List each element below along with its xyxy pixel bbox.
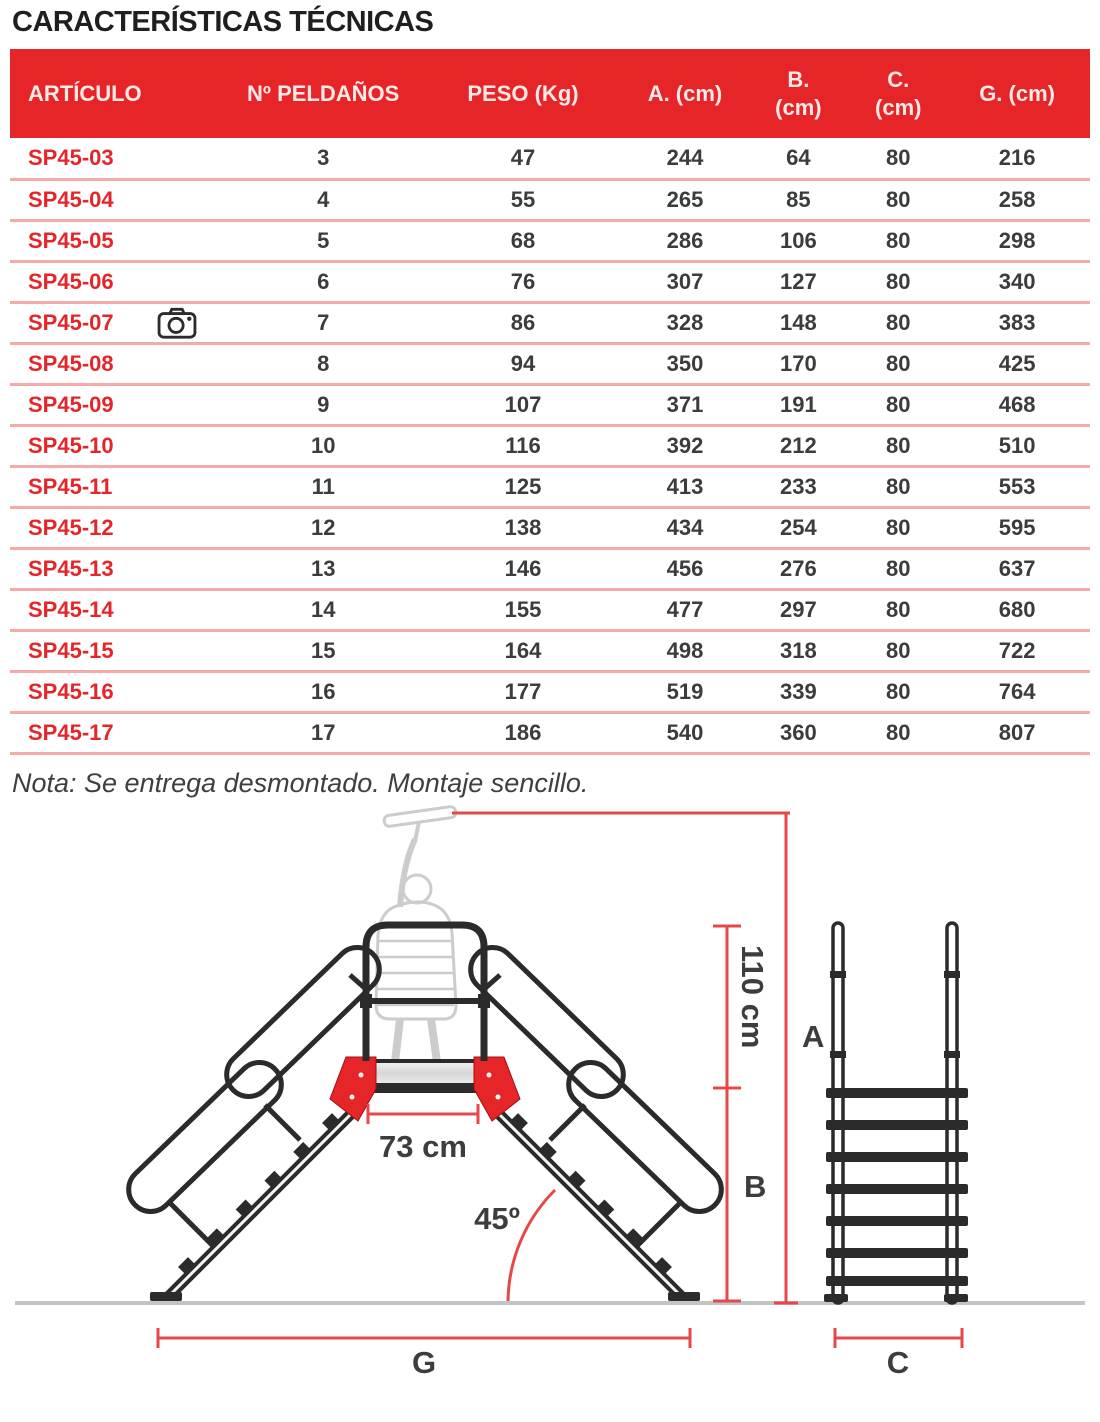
cell-c: 80 (852, 589, 944, 630)
cell-a: 413 (626, 466, 745, 507)
cell-c: 80 (852, 302, 944, 343)
side-view-ladder (824, 923, 968, 1303)
cell-b: 148 (744, 302, 852, 343)
cell-b: 170 (744, 343, 852, 384)
dimension-height-upper (713, 926, 770, 1088)
platform (330, 1057, 520, 1121)
cell-peldanos: 13 (226, 548, 420, 589)
cell-peldanos: 17 (226, 712, 420, 753)
person-silhouette (376, 806, 456, 1062)
cell-c: 80 (852, 671, 944, 712)
cell-g: 425 (944, 343, 1090, 384)
cell-c: 80 (852, 548, 944, 589)
table-row (10, 179, 1090, 220)
cell-g: 216 (944, 138, 1090, 179)
dimension-c (835, 1328, 962, 1377)
cell-peso: 138 (420, 507, 625, 548)
cell-peldanos: 6 (226, 261, 420, 302)
cell-b: 360 (744, 712, 852, 753)
cell-a: 265 (626, 179, 745, 220)
table-row (10, 712, 1090, 753)
cell-b: 64 (744, 138, 852, 179)
cell-g: 637 (944, 548, 1090, 589)
article-code: SP45-10 (28, 432, 114, 458)
cell-peso: 177 (420, 671, 625, 712)
column-header: B. (cm) (744, 49, 852, 138)
table-row (10, 466, 1090, 507)
cell-peldanos: 5 (226, 220, 420, 261)
cell-articulo (10, 712, 226, 753)
cell-b: 191 (744, 384, 852, 425)
column-header: G. (cm) (944, 49, 1090, 138)
table-row (10, 220, 1090, 261)
cell-g: 298 (944, 220, 1090, 261)
cell-g: 553 (944, 466, 1090, 507)
cell-g: 468 (944, 384, 1090, 425)
cell-articulo (10, 261, 226, 302)
table-row (10, 343, 1090, 384)
article-code: SP45-11 (28, 473, 113, 499)
side-right-rail (947, 923, 957, 1303)
cell-peldanos: 15 (226, 630, 420, 671)
spec-table (10, 49, 1090, 755)
label-dim-a: A (802, 1018, 825, 1054)
article-code: SP45-04 (28, 186, 114, 212)
cell-c: 80 (852, 712, 944, 753)
cell-c: 80 (852, 630, 944, 671)
column-header: ARTÍCULO (10, 49, 226, 138)
cell-g: 510 (944, 425, 1090, 466)
article-code: SP45-06 (28, 268, 114, 294)
cell-peldanos: 8 (226, 343, 420, 384)
cell-articulo (10, 548, 226, 589)
page-title: CARACTERÍSTICAS TÉCNICAS (12, 6, 434, 38)
cell-articulo (10, 589, 226, 630)
cell-b: 85 (744, 179, 852, 220)
cell-g: 722 (944, 630, 1090, 671)
cell-g: 764 (944, 671, 1090, 712)
label-dim-c: C (886, 1344, 910, 1377)
cell-c: 80 (852, 507, 944, 548)
header-row (10, 49, 1090, 138)
cell-peldanos: 16 (226, 671, 420, 712)
article-code: SP45-15 (28, 637, 114, 663)
platform-deck (374, 1061, 476, 1085)
cell-c: 80 (852, 220, 944, 261)
article-code: SP45-07 (28, 309, 114, 335)
cell-a: 307 (626, 261, 745, 302)
label-dim-b: B (744, 1168, 767, 1204)
article-code: SP45-08 (28, 350, 114, 376)
cell-articulo (10, 302, 226, 343)
right-foot (668, 1292, 700, 1301)
cell-b: 254 (744, 507, 852, 548)
cell-a: 371 (626, 384, 745, 425)
cell-b: 339 (744, 671, 852, 712)
cell-g: 807 (944, 712, 1090, 753)
cell-peso: 155 (420, 589, 625, 630)
note-text: Nota: Se entrega desmontado. Montaje sencillo. (12, 767, 589, 798)
cell-articulo (10, 507, 226, 548)
table-row (10, 302, 1090, 343)
cell-a: 456 (626, 548, 745, 589)
cell-a: 540 (626, 712, 745, 753)
cell-articulo (10, 425, 226, 466)
top-guardrail-cage (360, 925, 490, 1061)
cell-peldanos: 10 (226, 425, 420, 466)
column-header: C. (cm) (852, 49, 944, 138)
label-height-upper: 110 cm (735, 944, 770, 1048)
article-code: SP45-13 (28, 555, 114, 581)
cell-g: 383 (944, 302, 1090, 343)
angle-annotation (474, 1190, 555, 1301)
cell-a: 286 (626, 220, 745, 261)
label-angle: 45º (474, 1200, 520, 1236)
cell-a: 392 (626, 425, 745, 466)
cell-b: 318 (744, 630, 852, 671)
cell-a: 434 (626, 507, 745, 548)
cell-peso: 107 (420, 384, 625, 425)
cell-g: 258 (944, 179, 1090, 220)
label-platform-width: 73 cm (379, 1128, 467, 1164)
cell-c: 80 (852, 466, 944, 507)
article-code: SP45-09 (28, 391, 114, 417)
table-body (10, 138, 1090, 753)
column-header: A. (cm) (626, 49, 745, 138)
cell-peldanos: 14 (226, 589, 420, 630)
cell-peso: 86 (420, 302, 625, 343)
article-code: SP45-17 (28, 719, 114, 745)
column-header: PESO (Kg) (420, 49, 625, 138)
table-row (10, 671, 1090, 712)
cell-articulo (10, 384, 226, 425)
cell-articulo (10, 671, 226, 712)
cell-a: 328 (626, 302, 745, 343)
cell-b: 297 (744, 589, 852, 630)
left-foot (150, 1292, 182, 1301)
cell-b: 106 (744, 220, 852, 261)
cell-peso: 186 (420, 712, 625, 753)
cell-a: 519 (626, 671, 745, 712)
cell-a: 477 (626, 589, 745, 630)
cell-b: 276 (744, 548, 852, 589)
cell-a: 244 (626, 138, 745, 179)
cell-c: 80 (852, 343, 944, 384)
cell-c: 80 (852, 425, 944, 466)
dimension-platform-width (368, 1104, 478, 1164)
spec-sheet (0, 6, 1100, 1377)
cell-articulo (10, 138, 226, 179)
cell-a: 498 (626, 630, 745, 671)
cell-a: 350 (626, 343, 745, 384)
cell-peso: 68 (420, 220, 625, 261)
right-red-connector (474, 1057, 520, 1121)
article-code: SP45-14 (28, 596, 114, 622)
article-code: SP45-16 (28, 678, 114, 704)
side-left-rail (833, 923, 843, 1303)
cell-g: 340 (944, 261, 1090, 302)
cell-peldanos: 4 (226, 179, 420, 220)
cell-b: 127 (744, 261, 852, 302)
cell-peso: 116 (420, 425, 625, 466)
label-dim-g: G (411, 1344, 437, 1377)
cell-b: 233 (744, 466, 852, 507)
cell-c: 80 (852, 384, 944, 425)
cell-c: 80 (852, 261, 944, 302)
table-row (10, 589, 1090, 630)
camera-icon[interactable] (156, 306, 198, 340)
cell-peso: 76 (420, 261, 625, 302)
table-row (10, 507, 1090, 548)
cell-peso: 164 (420, 630, 625, 671)
table-row (10, 138, 1090, 179)
table-row (10, 548, 1090, 589)
cell-peldanos: 3 (226, 138, 420, 179)
cell-peso: 55 (420, 179, 625, 220)
cell-articulo (10, 179, 226, 220)
cell-peldanos: 11 (226, 466, 420, 507)
cell-articulo (10, 630, 226, 671)
cell-peldanos: 7 (226, 302, 420, 343)
cell-peldanos: 9 (226, 384, 420, 425)
table-row (10, 425, 1090, 466)
technical-diagram (0, 805, 1100, 1377)
cell-peso: 125 (420, 466, 625, 507)
article-code: SP45-03 (28, 144, 114, 170)
cell-g: 595 (944, 507, 1090, 548)
cell-articulo (10, 466, 226, 507)
table-row (10, 261, 1090, 302)
cell-c: 80 (852, 179, 944, 220)
cell-peso: 47 (420, 138, 625, 179)
table-row (10, 630, 1090, 671)
cell-peso: 146 (420, 548, 625, 589)
cell-peldanos: 12 (226, 507, 420, 548)
article-code: SP45-12 (28, 514, 114, 540)
cell-articulo (10, 343, 226, 384)
cell-g: 680 (944, 589, 1090, 630)
cell-peso: 94 (420, 343, 625, 384)
table-row (10, 384, 1090, 425)
dimension-g (158, 1328, 690, 1377)
cell-b: 212 (744, 425, 852, 466)
cell-articulo (10, 220, 226, 261)
column-header: Nº PELDAÑOS (226, 49, 420, 138)
article-code: SP45-05 (28, 227, 114, 253)
cell-c: 80 (852, 138, 944, 179)
